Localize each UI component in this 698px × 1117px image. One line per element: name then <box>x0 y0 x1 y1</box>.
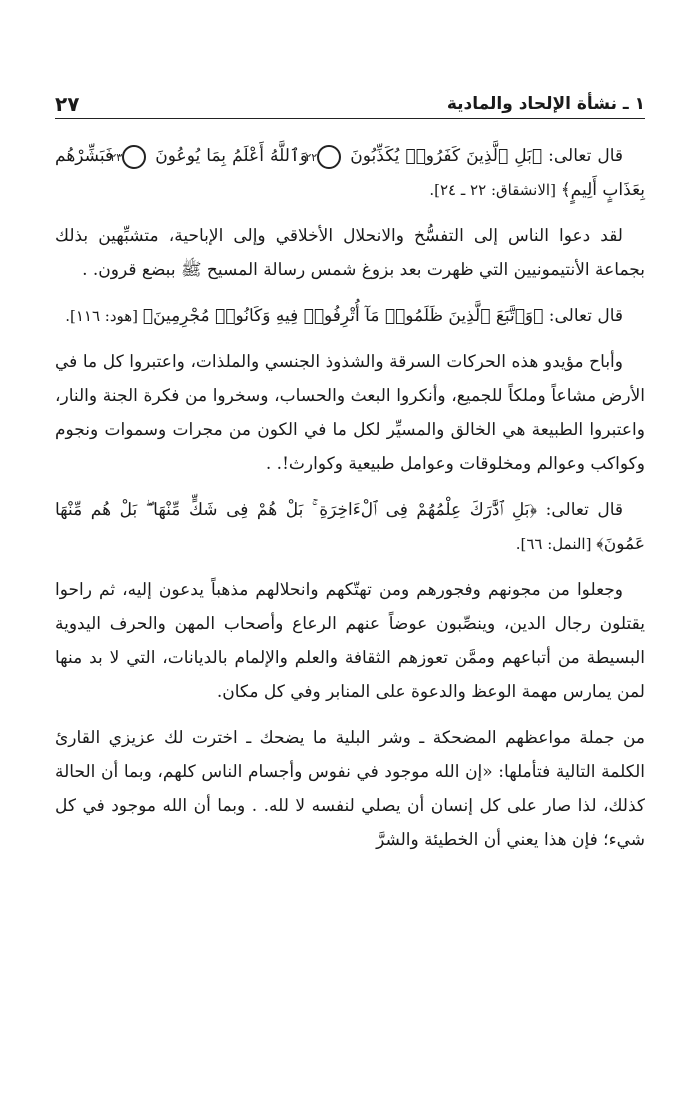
quran-verse: ﴿وَٱتَّبَعَ ٱلَّذِينَ ظَلَمُوا۟ مَآ أُتْرِفُوا۟ فِيهِ وَكَانُوا۟ مُجْرِمِينَ﴾ <box>142 306 544 326</box>
paragraph-movements: وأباح مؤيدو هذه الحركات السرقة والشذوذ الجنسي والملذات، واعتبروا كل ما في الأرض مشاعاً وملكاً للجميع، وأنكروا البعث والحساب، وسخروا من فكرة الجنة والنار، واعتبروا الطبيعة هي الخالق والمسيِّر لكل ما في الكون من مجرات وسموات ونجوم وكواكب وعوالم ومخلوقات وعوامل طبيعية وكوارث!. . <box>55 352 645 474</box>
verse-number-marker: ٢٣ <box>122 145 146 169</box>
page-body <box>55 139 645 857</box>
quran-citation-1 <box>55 139 645 207</box>
quran-citation-3 <box>55 493 645 561</box>
citation-intro: قال تعالى: <box>543 306 623 326</box>
quran-verse-part-c: فَبَشِّرْهُم بِعَذَابٍ أَلِيمٍ﴾ <box>55 146 645 200</box>
quran-citation-2 <box>55 299 645 333</box>
quran-verse-part-a: ﴿بَلِ ٱلَّذِينَ كَفَرُوا۟ يُكَذِّبُونَ <box>350 146 543 166</box>
paragraph-sermons: من جملة مواعظهم المضحكة ـ وشر البلية ما يضحك ـ اخترت لك عزيزي القارئ الكلمة التالية فتأملها: «إن الله موجود في نفوس وأجسام الناس كلهم، وبما أن الحالة كذلك، لذا صار على كل إنسان أن يصلي لنفسه لا لله. . وبما أن الله موجود في كل شيء؛ فإن هذا يعني أن الخطيئة والشرَّ <box>55 728 645 850</box>
verse-number-marker: ٢٢ <box>317 145 341 169</box>
chapter-title: ١ ـ نشأة الإلحاد والمادية <box>441 92 645 116</box>
quran-verse: ﴿بَلِ ٱدَّٰرَكَ عِلْمُهُمْ فِى ٱلْءَاخِرَةِ ۚ بَلْ هُمْ فِى شَكٍّ مِّنْهَا ۖ بَلْ هُم مِّنْهَا عَمُونَ﴾ <box>55 500 645 554</box>
citation-intro: قال تعالى: <box>537 500 624 520</box>
verse-reference: [الانشقاق: ٢٢ ـ ٢٤]. <box>429 181 561 199</box>
page-number: ٢٧ <box>55 92 85 116</box>
book-page <box>55 86 645 869</box>
running-header <box>55 86 645 119</box>
quran-verse-part-b: وَٱللَّهُ أَعْلَمُ بِمَا يُوعُونَ <box>155 146 309 166</box>
verse-reference: [هود: ١١٦]. <box>65 307 143 325</box>
paragraph-antinomians: لقد دعوا الناس إلى التفسُّخ والانحلال الأخلاقي وإلى الإباحية، متشبِّهين بذلك بجماعة الأنتيمونيين التي ظهرت بعد بزوغ شمس رسالة المسيح ﷺ ببضع قرون. . <box>55 226 645 280</box>
citation-intro: قال تعالى: <box>542 146 624 166</box>
paragraph-doctrine: وجعلوا من مجونهم وفجورهم ومن تهتّكهم وانحلالهم مذهباً يدعون إليه، ثم راحوا يقتلون رجال الدين، وينصِّبون عوضاً عنهم الرعاع وأصحاب المهن والحرف اليدوية البسيطة من أتباعهم وممَّن تعوزهم الثقافة والعلم والإلمام بالديانات، التي لا بد منها لمن يمارس مهمة الوعظ والدعوة على المنابر وفي كل مكان. <box>55 580 645 702</box>
verse-reference: [النمل: ٦٦]. <box>515 535 597 553</box>
